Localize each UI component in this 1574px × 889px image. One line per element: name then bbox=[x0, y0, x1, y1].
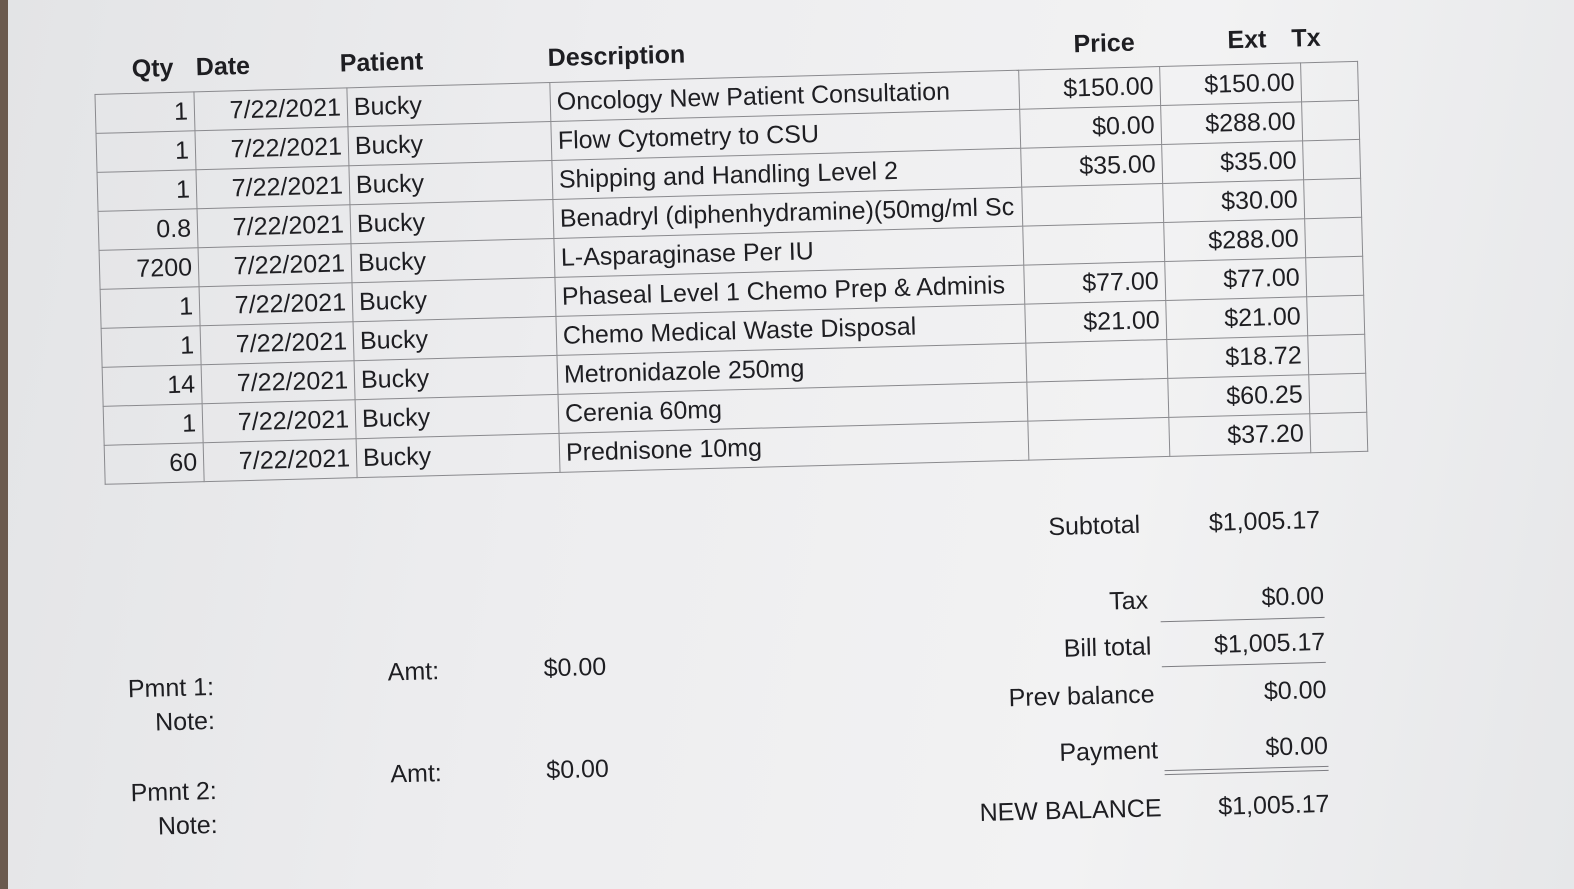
cell-price bbox=[1028, 417, 1170, 460]
cell-qty: 1 bbox=[97, 170, 197, 212]
cell-patient: Bucky bbox=[351, 238, 555, 282]
payment-1-amt-value: $0.00 bbox=[543, 652, 607, 683]
header-date: Date bbox=[195, 51, 251, 82]
cell-price: $77.00 bbox=[1024, 261, 1166, 304]
header-patient: Patient bbox=[339, 47, 424, 78]
cell-ext: $288.00 bbox=[1164, 219, 1306, 262]
cell-tx bbox=[1304, 178, 1362, 218]
cell-date: 7/22/2021 bbox=[198, 244, 352, 287]
bill-total-label: Bill total bbox=[1063, 632, 1152, 663]
cell-tx bbox=[1301, 61, 1359, 101]
cell-price: $21.00 bbox=[1025, 300, 1167, 343]
cell-description: Metronidazole 250mg bbox=[557, 343, 1027, 394]
payment-label: Payment bbox=[1059, 736, 1159, 767]
cell-patient: Bucky bbox=[349, 160, 553, 204]
cell-qty: 1 bbox=[101, 326, 201, 368]
payment-2-label: Pmnt 2: bbox=[130, 776, 218, 808]
cell-description: Shipping and Handling Level 2 bbox=[552, 148, 1022, 199]
cell-ext: $288.00 bbox=[1161, 102, 1303, 145]
cell-description: Chemo Medical Waste Disposal bbox=[556, 304, 1026, 355]
invoice-paper bbox=[8, 0, 1574, 889]
cell-tx bbox=[1308, 334, 1366, 374]
cell-date: 7/22/2021 bbox=[200, 322, 354, 365]
cell-date: 7/22/2021 bbox=[199, 283, 353, 326]
cell-patient: Bucky bbox=[347, 83, 551, 127]
cell-tx bbox=[1306, 256, 1364, 296]
cell-price bbox=[1027, 378, 1169, 421]
cell-price: $150.00 bbox=[1019, 67, 1161, 110]
prev-balance-value: $0.00 bbox=[1263, 675, 1327, 706]
cell-patient: Bucky bbox=[354, 355, 558, 399]
cell-qty: 14 bbox=[102, 365, 202, 407]
cell-description: Flow Cytometry to CSU bbox=[551, 109, 1021, 160]
cell-tx bbox=[1303, 139, 1361, 179]
header-qty: Qty bbox=[131, 53, 174, 83]
new-balance-value: $1,005.17 bbox=[1217, 789, 1330, 821]
payment-1-note-label: Note: bbox=[154, 707, 216, 737]
cell-description: L-Asparaginase Per IU bbox=[554, 226, 1024, 277]
new-balance-label: NEW BALANCE bbox=[979, 794, 1162, 828]
cell-tx bbox=[1302, 100, 1360, 140]
header-ext: Ext bbox=[1227, 25, 1267, 55]
cell-date: 7/22/2021 bbox=[194, 88, 348, 131]
prev-balance-label: Prev balance bbox=[1008, 680, 1155, 713]
cell-description: Benadryl (diphenhydramine)(50mg/ml Sc bbox=[553, 187, 1023, 238]
cell-date: 7/22/2021 bbox=[196, 166, 350, 209]
tax-value: $0.00 bbox=[1261, 581, 1325, 612]
cell-qty: 60 bbox=[104, 443, 204, 485]
header-description: Description bbox=[547, 40, 686, 73]
payment-1-amt-label: Amt: bbox=[387, 657, 440, 687]
payment-1-label: Pmnt 1: bbox=[127, 673, 215, 704]
bill-total-value: $1,005.17 bbox=[1213, 627, 1326, 659]
cell-date: 7/22/2021 bbox=[202, 400, 356, 443]
payment-2-note-label: Note: bbox=[157, 810, 219, 841]
cell-qty: 7200 bbox=[99, 248, 199, 290]
cell-ext: $30.00 bbox=[1163, 180, 1305, 223]
cell-patient: Bucky bbox=[352, 277, 556, 321]
cell-tx bbox=[1310, 412, 1368, 452]
cell-date: 7/22/2021 bbox=[195, 127, 349, 170]
cell-ext: $37.20 bbox=[1169, 414, 1311, 457]
bill-total-rule bbox=[1162, 662, 1326, 667]
cell-patient: Bucky bbox=[348, 122, 552, 166]
cell-price bbox=[1026, 339, 1168, 382]
cell-price: $0.00 bbox=[1020, 106, 1162, 149]
invoice-sheet bbox=[8, 0, 1574, 889]
cell-qty: 1 bbox=[103, 404, 203, 446]
payment-rule-2 bbox=[1165, 770, 1329, 775]
cell-description: Phaseal Level 1 Chemo Prep & Adminis bbox=[555, 265, 1025, 316]
cell-date: 7/22/2021 bbox=[203, 439, 357, 482]
payment-value: $0.00 bbox=[1265, 731, 1329, 762]
cell-patient: Bucky bbox=[355, 394, 559, 438]
cell-tx bbox=[1305, 217, 1363, 257]
cell-date: 7/22/2021 bbox=[201, 361, 355, 404]
header-price: Price bbox=[1073, 28, 1136, 59]
cell-ext: $77.00 bbox=[1165, 258, 1307, 301]
cell-qty: 1 bbox=[100, 287, 200, 329]
cell-qty: 1 bbox=[96, 131, 196, 173]
cell-patient: Bucky bbox=[353, 316, 557, 360]
cell-patient: Bucky bbox=[356, 433, 560, 477]
line-items-table bbox=[94, 61, 1368, 485]
cell-price bbox=[1023, 222, 1165, 265]
cell-description: Cerenia 60mg bbox=[558, 382, 1028, 433]
cell-date: 7/22/2021 bbox=[197, 205, 351, 248]
subtotal-value: $1,005.17 bbox=[1208, 506, 1321, 537]
cell-qty: 1 bbox=[95, 92, 195, 134]
cell-description: Prednisone 10mg bbox=[559, 421, 1029, 472]
payment-2-amt-value: $0.00 bbox=[545, 754, 610, 785]
cell-description: Oncology New Patient Consultation bbox=[550, 70, 1020, 121]
cell-patient: Bucky bbox=[350, 199, 554, 243]
cell-ext: $18.72 bbox=[1167, 336, 1309, 379]
cell-ext: $150.00 bbox=[1160, 63, 1302, 106]
cell-qty: 0.8 bbox=[98, 209, 198, 251]
cell-price bbox=[1022, 184, 1164, 227]
cell-ext: $35.00 bbox=[1162, 141, 1304, 184]
cell-tx bbox=[1307, 295, 1365, 335]
tax-label: Tax bbox=[1108, 586, 1149, 616]
cell-price: $35.00 bbox=[1021, 145, 1163, 188]
payment-2-amt-label: Amt: bbox=[390, 759, 443, 789]
subtotal-label: Subtotal bbox=[1048, 510, 1141, 542]
cell-tx bbox=[1309, 373, 1367, 413]
header-tx: Tx bbox=[1291, 23, 1321, 53]
cell-ext: $60.25 bbox=[1168, 375, 1310, 418]
cell-ext: $21.00 bbox=[1166, 297, 1308, 340]
tax-rule bbox=[1161, 617, 1325, 622]
